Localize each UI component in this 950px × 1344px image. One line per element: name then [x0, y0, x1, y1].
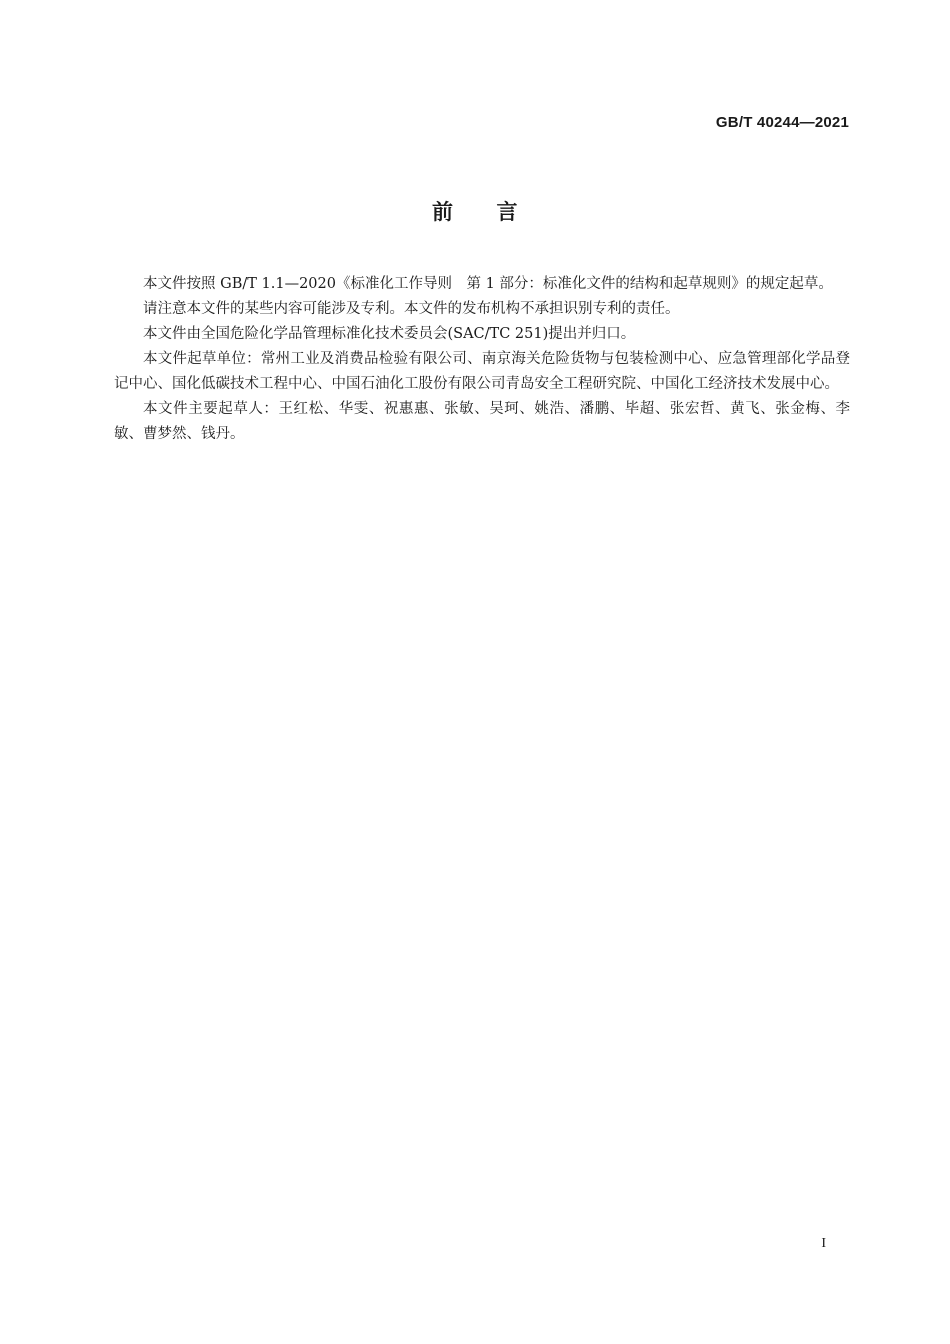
- preface-body: [114, 272, 850, 447]
- paragraph-drafting-units: 本文件起草单位：常州工业及消费品检验有限公司、南京海关危险货物与包装检测中心、应急管理部化学品登记中心、国化低碳技术工程中心、中国石油化工股份有限公司青岛安全工程研究院、中国化工经济技术发展中心。: [114, 351, 850, 392]
- paragraph-proposer: 本文件由全国危险化学品管理标准化技术委员会(SAC/TC 251)提出并归口。: [143, 326, 636, 342]
- paragraph-drafters: 本文件主要起草人：王红松、华雯、祝惠惠、张敏、吴珂、姚浩、潘鹏、毕超、张宏哲、黄飞、张金梅、李敏、曹梦然、钱丹。: [114, 401, 850, 442]
- document-code: GB/T 40244—2021: [715, 114, 849, 131]
- section-title: 前 言: [432, 200, 518, 224]
- paragraph-patent-notice: 请注意本文件的某些内容可能涉及专利。本文件的发布机构不承担识别专利的责任。: [143, 301, 680, 317]
- page-number: I: [821, 1236, 826, 1251]
- paragraph-drafting-rules: 本文件按照 GB/T 1.1—2020《标准化工作导则 第 1 部分：标准化文件的结构和起草规则》的规定起草。: [143, 276, 833, 292]
